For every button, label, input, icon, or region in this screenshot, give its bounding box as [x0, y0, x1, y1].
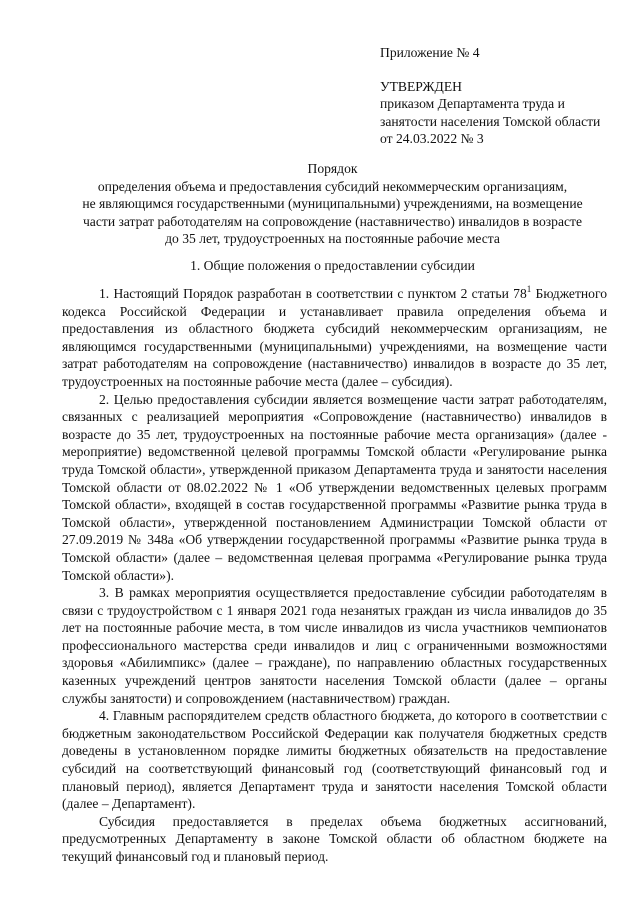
section-heading: 1. Общие положения о предоставлении субсидии: [190, 258, 475, 273]
paragraph-5: Субсидия предоставляется в пределах объема бюджетных ассигнований, предусмотренных Департаменту в законе Томской области об областном бюджете на текущий финансовый год и плановый период.: [62, 813, 607, 864]
appendix-label: Приложение № 4: [380, 45, 480, 60]
footnote-superscript: 1: [526, 284, 532, 294]
document-title: [60, 160, 605, 248]
paragraph-2: 2. Целью предоставления субсидии является возмещение части затрат работодателям, связанных с реализацией мероприятия «Сопровождение (наставничество) инвалидов в возрасте до 35 лет, трудоустроенных на постоянные рабочие места организация» (далее - мероприятие) ведомственной целевой программы Томской области «Регулирование рынка труда Томской области», утвержденной приказом Департамента труда и занятости населения Томской области от 08.02.2022 № 1 «Об утверждении ведомственных целевых программ Томской области», входящей в состав государственной программы «Развитие рынка труда в Томской области», утвержденной постановлением Администрации Томской области от 27.09.2019 № 348а «Об утверждении государственной программы «Развитие рынка труда в Томской области» (далее – ведомственная целевая программа «Регулирование рынка труда Томской области»).: [62, 391, 607, 583]
title-heading: Порядок: [307, 161, 358, 176]
paragraph-1-rest: Бюджетного кодекса Российской Федерации и устанавливает правила определения объема и предоставления из областного бюджета субсидий некоммерческим организациям, не являющимся государственными (муниципальными) учреждениями, на возмещение части затрат работодателям на сопровождение (наставничество) инвалидов в возрасте до 35 лет, трудоустроенных на постоянные рабочие места (далее – субсидия).: [62, 286, 607, 389]
paragraph-1: [62, 285, 607, 391]
approved-label: УТВЕРЖДЕН: [380, 78, 462, 94]
paragraph-3: 3. В рамках мероприятия осуществляется предоставление субсидии работодателям в связи с трудоустройством с 1 января 2021 года незанятых граждан из числа инвалидов до 35 лет на постоянные рабочие места, в том числе инвалидов из числа участников чемпионатов профессионального мастерства среди инвалидов и лиц с ограниченными возможностями здоровья «Абилимпикс» (далее – граждане), по направлению областных государственных казенных учреждений центров занятости населения Томской области (далее – органы службы занятости) и сопровождением (наставничеством) граждан.: [62, 585, 607, 706]
title-line-2: не являющимся государственными (муниципальными) учреждениями, на возмещение: [82, 196, 583, 212]
approval-order-date: от 24.03.2022 № 3: [380, 131, 484, 147]
approval-stamp: [380, 44, 630, 148]
paragraph-1-main: 1. Настоящий Порядок разработан в соответствии с пунктом 2 статьи 78: [99, 286, 527, 301]
section-body: [62, 285, 607, 866]
approval-order-line1: приказом Департамента труда и: [380, 96, 565, 112]
title-line-4: до 35 лет, трудоустроенных на постоянные рабочие места: [165, 231, 500, 247]
approval-order-line2: занятости населения Томской области: [380, 113, 601, 129]
title-line-3: части затрат работодателям на сопровождение (наставничество) инвалидов в возрасте: [82, 213, 583, 229]
title-line-1: определения объема и предоставления субсидий некоммерческим организациям,: [97, 178, 568, 194]
paragraph-4: 4. Главным распорядителем средств областного бюджета, до которого в соответствии с бюджетным законодательством Российской Федерации как получателя бюджетных средств доведены в установленном порядке лимиты бюджетных обязательств на предоставление субсидий на соответствующий финансовый год (соответствующий финансовый год и плановый период), является Департамент труда и занятости населения Томской области (далее – Департамент).: [62, 708, 607, 812]
